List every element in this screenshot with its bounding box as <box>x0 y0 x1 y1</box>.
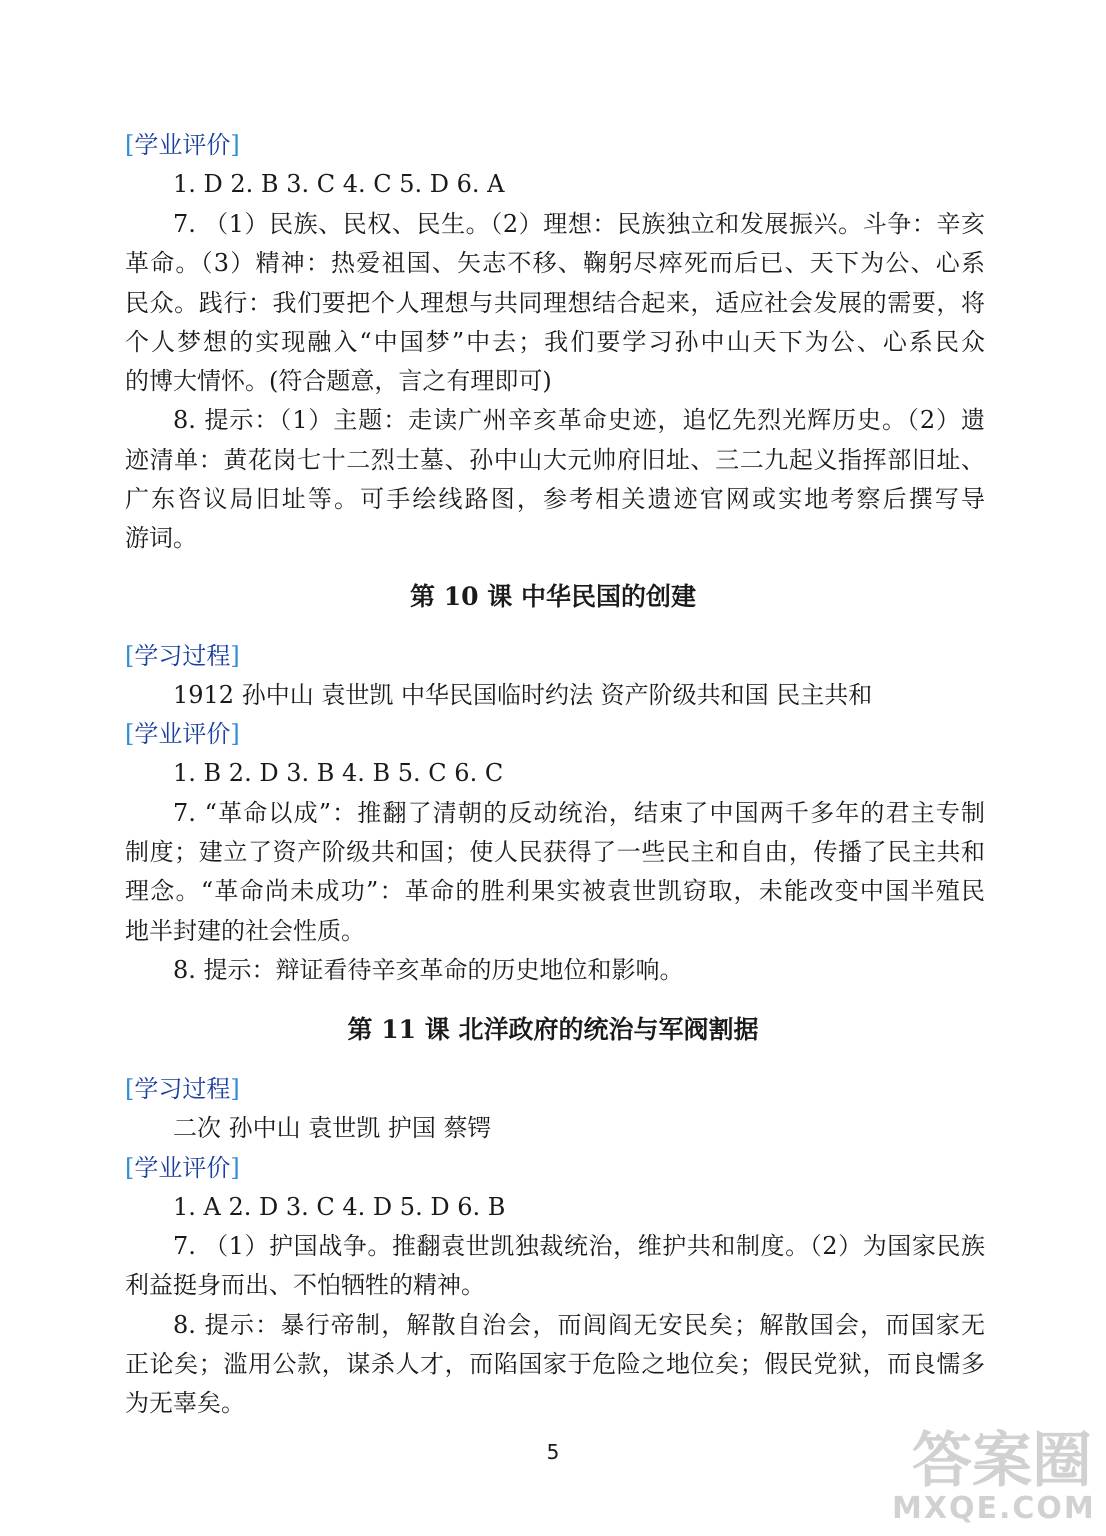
answer-choices: 1. A 2. D 3. C 4. D 5. D 6. B <box>173 1193 506 1221</box>
section-heading-eval: [学业评价] <box>125 131 240 159</box>
section-heading-eval: [学业评价] <box>125 1154 240 1182</box>
q7-line: 革命。（3）精神：热爱祖国、矢志不移、鞠躬尽瘁死而后已、天下为公、心系 <box>125 249 985 277</box>
process-answers: 1912 孙中山 袁世凯 中华民国临时约法 资产阶级共和国 民主共和 <box>173 681 873 709</box>
watermark-logo <box>892 1426 1096 1530</box>
q8-line: 为无辜矣。 <box>125 1389 245 1417</box>
q8-line: 8. 提示：（1）主题：走读广州辛亥革命史迹，追忆先烈光辉历史。（2）遗 <box>173 406 985 434</box>
q7-line: 个人梦想的实现融入“中国梦”中去；我们要学习孙中山天下为公、心系民众 <box>125 328 985 356</box>
q7-line: 理念。“革命尚未成功”：革命的胜利果实被袁世凯窃取，未能改变中国半殖民 <box>125 877 985 905</box>
section-heading-eval: [学业评价] <box>125 720 240 748</box>
answer-choices: 1. B 2. D 3. B 4. B 5. C 6. C <box>173 759 504 787</box>
q7-line: 利益挺身而出、不怕牺牲的精神。 <box>125 1271 485 1299</box>
q8-line: 游词。 <box>125 524 197 552</box>
q7-line: 的博大情怀。(符合题意，言之有理即可) <box>125 367 552 395</box>
section-heading-process: [学习过程] <box>125 642 240 670</box>
watermark-cn: 答案圈 <box>912 1426 1092 1496</box>
q8-line: 8. 提示：暴行帝制，解散自治会，而闾阎无安民矣；解散国会，而国家无 <box>173 1311 985 1339</box>
q7-line: 制度；建立了资产阶级共和国；使人民获得了一些民主和自由，传播了民主共和 <box>125 838 985 866</box>
process-answers: 二次 孙中山 袁世凯 护国 蔡锷 <box>173 1114 492 1142</box>
section-heading-process: [学习过程] <box>125 1075 240 1103</box>
answer-choices: 1. D 2. B 3. C 4. C 5. D 6. A <box>173 170 505 198</box>
q8-line: 8. 提示：辩证看待辛亥革命的历史地位和影响。 <box>173 956 684 984</box>
q8-line: 正论矣；滥用公款，谋杀人才，而陷国家于危险之地位矣；假民党狱，而良懦多 <box>125 1350 985 1378</box>
q8-line: 广东咨议局旧址等。可手绘线路图，参考相关遗迹官网或实地考察后撰写导 <box>125 485 985 513</box>
watermark-en: MXQE.COM <box>892 1491 1096 1526</box>
q8-line: 迹清单：黄花岗七十二烈士墓、孙中山大元帅府旧址、三二九起义指挥部旧址、 <box>125 446 985 474</box>
lesson-10-title: 第 10 课 中华民国的创建 <box>410 582 696 611</box>
q7-line: 7. “革命以成”：推翻了清朝的反动统治，结束了中国两千多年的君主专制 <box>173 799 985 827</box>
q7-line: 7. （1）护国战争。推翻袁世凯独裁统治，维护共和制度。（2）为国家民族 <box>173 1232 985 1260</box>
lesson-11-title: 第 11 课 北洋政府的统治与军阀割据 <box>347 1015 759 1044</box>
page-number: 5 <box>546 1440 560 1464</box>
q7-line: 地半封建的社会性质。 <box>125 917 365 945</box>
q7-line: 7. （1）民族、民权、民生。（2）理想：民族独立和发展振兴。斗争：辛亥 <box>173 210 985 238</box>
q7-line: 民众。践行：我们要把个人理想与共同理想结合起来，适应社会发展的需要，将 <box>125 289 985 317</box>
